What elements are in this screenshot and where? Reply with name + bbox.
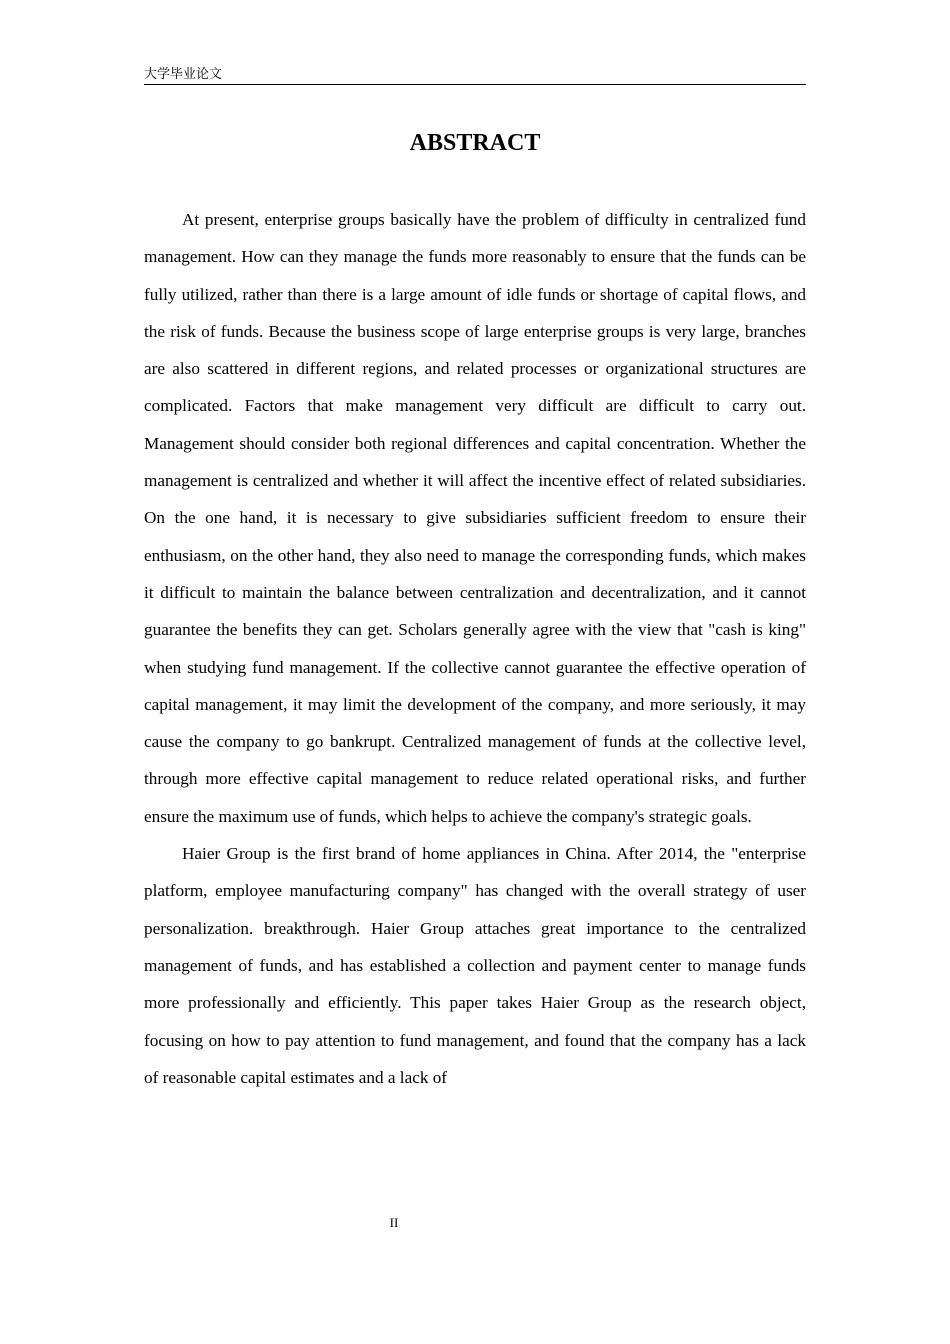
page-number: II: [389, 1215, 399, 1230]
abstract-paragraph-2: Haier Group is the first brand of home appliances in China. After 2014, the "enterprise platform, employee manufacturing company" has changed with the overall strategy of user personalization. breakthrough. Haier Group attaches great importance to the centralized management of funds, and has established a collection and payment center to manage funds more professionally and efficiently. This paper takes Haier Group as the research object, focusing on how to pay attention to fund management, and found that the company has a lack of reasonable capital estimates and a lack of: [144, 844, 806, 1087]
page-header: [144, 66, 806, 85]
header-text: 大学毕业论文: [144, 67, 223, 82]
abstract-title: ABSTRACT: [409, 130, 541, 156]
abstract-body: [144, 201, 806, 1096]
abstract-paragraph-1: At present, enterprise groups basically have the problem of difficulty in centralized fund management. How can they manage the funds more reasonably to ensure that the funds can be fully utilized, rather than there is a large amount of idle funds or shortage of capital flows, and the risk of funds. Because the business scope of large enterprise groups is very large, branches are also scattered in different regions, and related processes or organizational structures are complicated. Factors that make management very difficult are difficult to carry out. Management should consider both regional differences and capital concentration. Whether the management is centralized and whether it will affect the incentive effect of related subsidiaries. On the one hand, it is necessary to give subsidiaries sufficient freedom to ensure their enthusiasm, on the other hand, they also need to manage the corresponding funds, which makes it difficult to maintain the balance between centralization and decentralization, and it cannot guarantee the benefits they can get. Scholars generally agree with the view that "cash is king" when studying fund management. If the collective cannot guarantee the effective operation of capital management, it may limit the development of the company, and more seriously, it may cause the company to go bankrupt. Centralized management of funds at the collective level, through more effective capital management to reduce related operational risks, and further ensure the maximum use of funds, which helps to achieve the company's strategic goals.: [144, 210, 806, 826]
